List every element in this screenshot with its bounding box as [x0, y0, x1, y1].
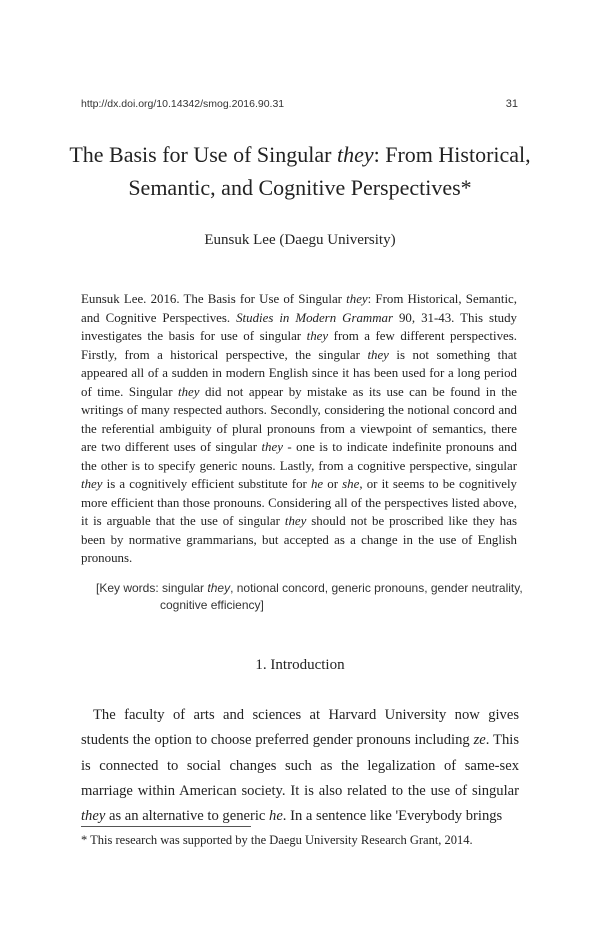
section-heading: 1. Introduction — [255, 657, 345, 673]
body-text: . In a sentence like 'Everybody brings — [282, 808, 503, 825]
body-paragraph — [81, 703, 519, 829]
abstract-italic: they — [284, 514, 307, 528]
body-italic: they — [81, 808, 106, 825]
body-text: . This is connected to social changes such as the legalization of same-sex marriage within American society. It is also related to the use of singular — [81, 732, 519, 799]
abstract-italic: they — [81, 477, 103, 491]
abstract-text: - one is to indicate indefinite pronouns and the other is to specify generic nouns. Lastly, from a cognitive perspective, singular — [81, 440, 517, 473]
keywords — [96, 580, 526, 614]
author-line: Eunsuk Lee (Daegu University) — [204, 232, 396, 248]
abstract-italic: they — [178, 384, 200, 399]
keywords-line2: cognitive efficiency] — [160, 598, 264, 612]
abstract-text: is not something that appeared all of a sudden in modern English since it has been used for a long period of time. Singular — [81, 347, 517, 399]
abstract-text: should not be proscribed like they has been by normative grammarians, but accepted as a change in the use of English pronouns. — [81, 514, 517, 565]
body-italic: he — [269, 808, 283, 825]
body-text: The faculty of arts and sciences at Harvard University now gives students the option to choose preferred gender pronouns including — [81, 707, 519, 749]
abstract-text: did not appear by mistake as its use can be found in the writings of many respected authors. Secondly, considering the notional concord and the referential ambiguity of plural pronouns from a viewpoint of semantics, there are two different uses of singular — [81, 384, 517, 454]
abstract-italic: they — [306, 329, 329, 343]
abstract-text: or — [323, 477, 343, 491]
abstract-text: 90, 31-43. This study investigates the basis for use of singular — [81, 310, 517, 343]
keywords-text: , notional concord, generic pronouns, gender neutrality, — [230, 581, 523, 595]
abstract-italic: they — [261, 440, 283, 454]
title-part1: The Basis for Use of Singular — [69, 142, 337, 167]
abstract-italic: they — [367, 347, 389, 362]
abstract-text: : From Historical, Semantic, and Cognitive Perspectives. — [81, 292, 517, 325]
paper-title — [60, 138, 540, 204]
title-italic: they — [336, 142, 374, 167]
abstract-text: from a few different perspectives. Firstly, from a historical perspective, the singular — [81, 329, 517, 362]
keywords-text: [Key words: singular — [96, 581, 208, 595]
footnote: * This research was supported by the Daegu University Research Grant, 2014. — [81, 833, 473, 847]
abstract-text: is a cognitively efficient substitute for — [102, 477, 311, 491]
doi-link[interactable]: http://dx.doi.org/10.14342/smog.2016.90.31 — [81, 98, 285, 110]
body-italic: ze — [473, 732, 486, 749]
abstract-italic: he — [310, 477, 324, 491]
keywords-italic: they — [207, 581, 231, 595]
abstract-text: , or it seems to be cognitively more efficient than those pronouns. Considering all of the perspectives listed above, it is arguable that the use of singular — [81, 477, 518, 528]
footnote-divider — [81, 826, 251, 827]
title-part2: : From Historical, Semantic, and Cognitive Perspectives* — [128, 142, 531, 200]
journal-name: Studies in Modern Grammar — [236, 310, 393, 325]
abstract-italic: she — [342, 477, 360, 491]
abstract-text: Eunsuk Lee. 2016. The Basis for Use of Singular — [81, 292, 347, 306]
page-number: 31 — [505, 98, 518, 110]
abstract-italic: they — [346, 292, 368, 306]
abstract — [81, 290, 517, 568]
body-text: as an alternative to generic — [105, 808, 270, 825]
